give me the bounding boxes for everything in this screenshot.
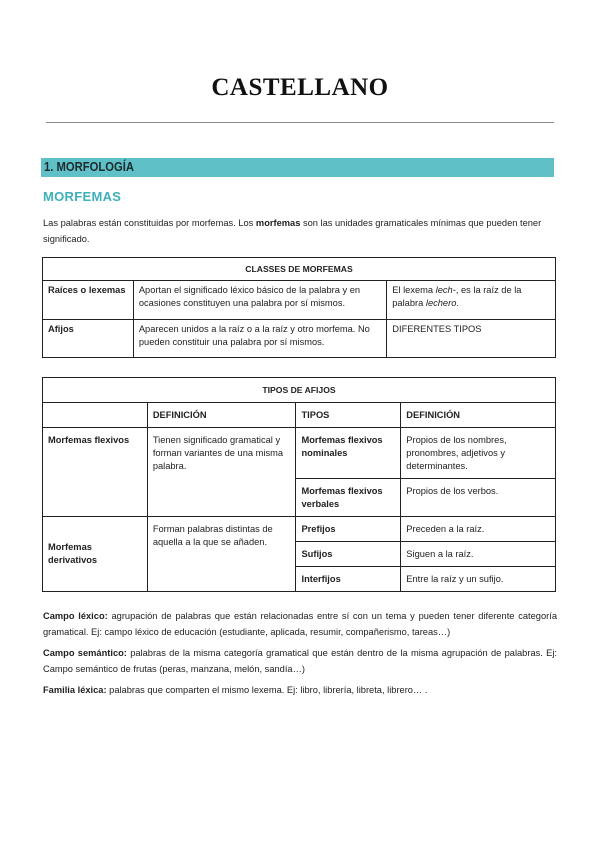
classes-table <box>42 257 556 358</box>
affix-type: Morfemas flexivos nominales <box>296 428 401 479</box>
affix-type: Interfijos <box>296 567 401 592</box>
affix-group-definition: Forman palabras distintas de aquella a la que se añaden. <box>147 517 296 592</box>
affix-type: Morfemas flexivos verbales <box>296 479 401 517</box>
affix-group-name: Morfemas derivativos <box>43 517 148 592</box>
header-cell: TIPOS <box>296 403 401 428</box>
row-example <box>387 281 556 320</box>
row-example: DIFERENTES TIPOS <box>387 320 556 358</box>
intro-paragraph <box>43 215 555 247</box>
intro-text-end: son las unidades gramaticales mínimas que pueden tener significado. <box>43 218 542 244</box>
intro-bold-term: morfemas <box>255 218 301 228</box>
example-text: . <box>456 298 459 308</box>
definition-familia-lexica <box>43 682 557 698</box>
header-cell <box>43 403 148 428</box>
table-header-row <box>43 403 556 428</box>
affix-type-definition: Entre la raíz y un sufijo. <box>401 567 556 592</box>
header-cell: DEFINICIÓN <box>401 403 556 428</box>
definition-term: Familia léxica: <box>43 685 107 695</box>
affix-type: Prefijos <box>296 517 401 542</box>
affix-type: Sufijos <box>296 542 401 567</box>
row-definition: Aportan el significado léxico básico de la palabra y en ocasiones constituyen una palabra por sí mismos. <box>133 281 386 320</box>
definition-text: palabras que comparten el mismo lexema. Ej: libro, librería, libreta, librero… . <box>106 685 428 695</box>
table-row <box>43 428 556 479</box>
affix-group-name: Morfemas flexivos <box>43 428 148 517</box>
definition-text: palabras de la misma categoría gramatical que están dentro de la misma agrupación de palabras. Ej: Campo semántico de frutas (peras, manzana, melón, sandía…) <box>43 648 557 674</box>
affix-types-table <box>42 377 556 592</box>
row-name: Raíces o lexemas <box>43 281 134 320</box>
example-text: , es la raíz de la palabra <box>392 285 522 308</box>
example-text: El lexema <box>392 285 436 295</box>
title-divider <box>46 122 554 123</box>
affix-type-definition: Propios de los verbos. <box>401 479 556 517</box>
definition-campo-semantico <box>43 645 557 677</box>
header-cell: DEFINICIÓN <box>147 403 296 428</box>
table-row <box>43 320 556 358</box>
table-row <box>43 517 556 542</box>
section-heading-bar <box>41 158 554 177</box>
definition-term: Campo léxico: <box>43 611 108 621</box>
example-lexeme: lech- <box>435 285 456 295</box>
affix-type-definition: Siguen a la raíz. <box>401 542 556 567</box>
classes-table-caption: CLASSES DE MORFEMAS <box>43 258 556 281</box>
definition-term: Campo semántico: <box>43 648 127 658</box>
subsection-heading: MORFEMAS <box>43 189 122 204</box>
affix-table-caption: TIPOS DE AFIJOS <box>43 378 556 403</box>
example-word: lechero <box>425 298 457 308</box>
document-title: CASTELLANO <box>211 74 389 101</box>
definition-text: agrupación de palabras que están relacionadas entre sí con un tema y pueden tener diferente categoría gramatical. Ej: campo léxico de educación (estudiante, aplicada, resumir, compañerismo, tareas…) <box>43 611 557 637</box>
definition-campo-lexico <box>43 608 557 640</box>
affix-type-definition: Propios de los nombres, pronombres, adjetivos y determinantes. <box>401 428 556 479</box>
table-row <box>43 281 556 320</box>
row-definition: Aparecen unidos a la raíz o a la raíz y otro morfema. No pueden constituir una palabra por sí mismos. <box>133 320 386 358</box>
affix-type-definition: Preceden a la raíz. <box>401 517 556 542</box>
section-heading: 1. MORFOLOGÍA <box>44 160 134 174</box>
intro-text-start: Las palabras están constituidas por morfemas. Los <box>43 218 256 228</box>
affix-group-definition: Tienen significado gramatical y forman variantes de una misma palabra. <box>147 428 296 517</box>
row-name: Afijos <box>43 320 134 358</box>
